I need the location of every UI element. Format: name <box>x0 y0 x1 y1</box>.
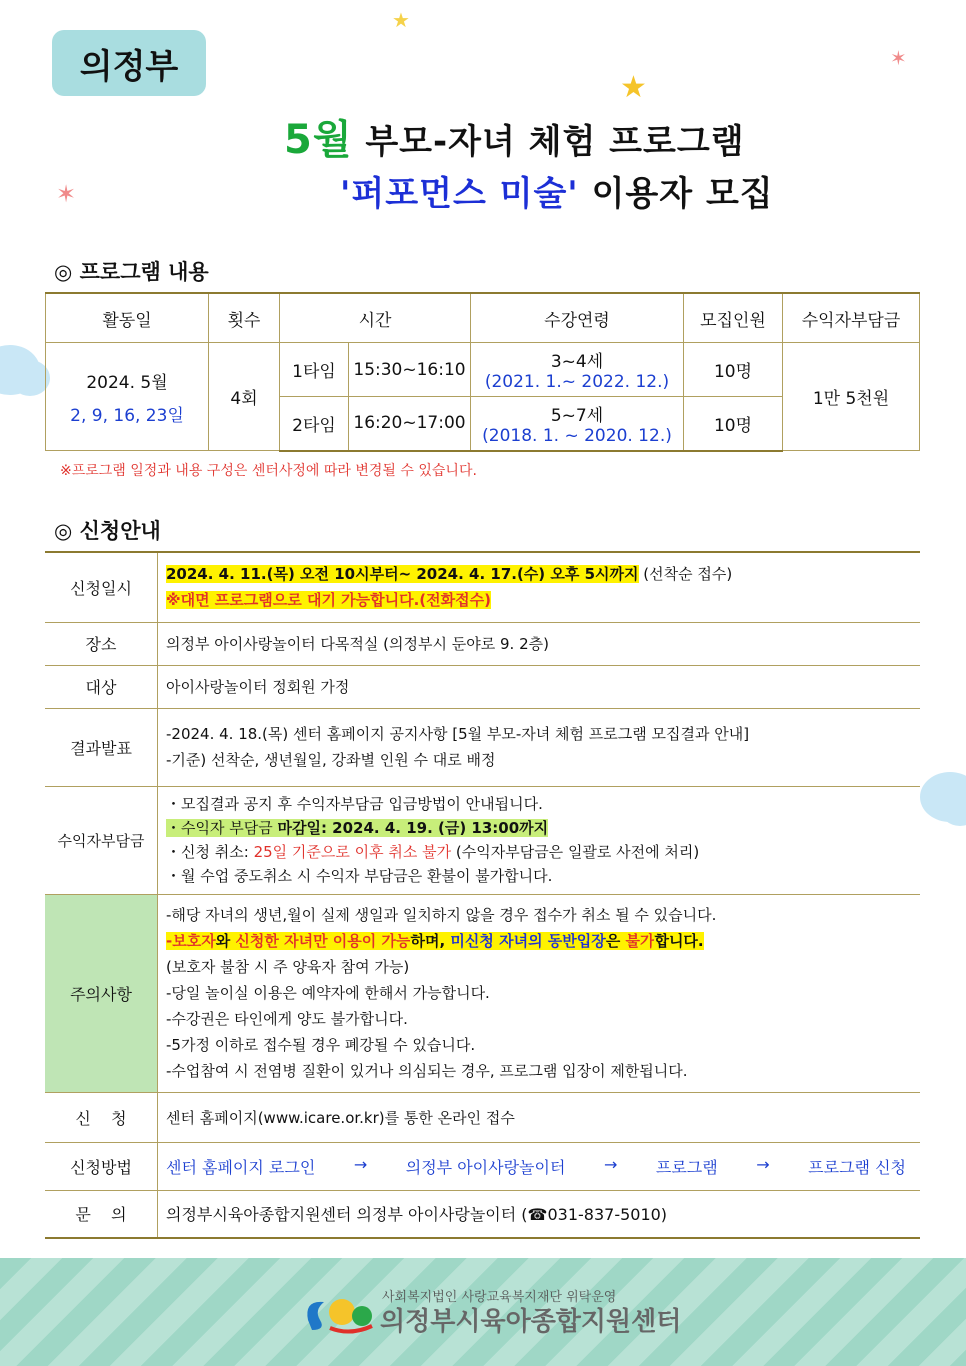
result-label: 결과발표 <box>45 708 158 786</box>
age-range: (2021. 1.~ 2022. 12.) <box>484 372 670 392</box>
age-label: 5~7세 <box>550 405 604 426</box>
footer-org-name: 의정부시육아종합지원센터 <box>380 1307 682 1337</box>
page-subtitle <box>340 166 774 215</box>
period-note: ※대면 프로그램으로 대기 가능합니다.(전화접수) <box>166 591 491 610</box>
col-count: 횟수 <box>209 293 280 343</box>
col-date: 활동일 <box>46 293 209 343</box>
contact-label: 문 의 <box>45 1190 158 1238</box>
method-label: 신청방법 <box>45 1142 158 1190</box>
fee-deadline: 마감일: 2024. 4. 19. (금) 13:00까지 <box>277 819 549 837</box>
target-label: 대상 <box>45 665 158 708</box>
age-label: 3~4세 <box>550 352 604 372</box>
table-row <box>45 552 920 622</box>
center-logo-icon <box>300 1290 378 1336</box>
caution-line: -수강권은 타인에게 양도 불가합니다. <box>166 1010 408 1028</box>
fee-label: 수익자부담금 <box>45 786 158 894</box>
star-icon: ✶ <box>56 180 77 208</box>
time-type: 2타임 <box>280 397 349 451</box>
fee-line: ・월 수업 중도취소 시 수익자 부담금은 환불이 불가합니다. <box>166 867 553 885</box>
table-row <box>45 1142 920 1190</box>
method-step-playground[interactable]: 의정부 아이사랑놀이터 <box>405 1157 566 1177</box>
apply-table <box>45 551 920 1239</box>
fee-cancel-prefix: ・신청 취소: <box>166 843 254 861</box>
result-line: -기준) 선착순, 생년월일, 강좌별 인원 수 대로 배정 <box>166 751 496 769</box>
caution-line: (보호자 불참 시 주 양육자 참여 가능) <box>166 958 410 976</box>
apply-section-heading: ◎ 신청안내 <box>54 519 161 543</box>
cloud-decoration <box>10 360 50 396</box>
date-days: 2, 9, 16, 23일 <box>70 405 184 426</box>
date-month: 2024. 5월 <box>86 372 168 393</box>
contact-value: 의정부시육아종합지원센터 의정부 아이사랑놀이터 (☎031-837-5010) <box>158 1190 921 1238</box>
caution-guardian: -보호자 <box>166 932 216 950</box>
col-time: 시간 <box>280 293 471 343</box>
title-line2: 이용자 모집 <box>591 174 774 214</box>
title-month: 5월 <box>284 117 353 163</box>
place-label: 장소 <box>45 622 158 665</box>
caution-line: -당일 놀이실 이용은 예약자에 한해서 가능합니다. <box>166 984 490 1002</box>
table-row <box>45 708 920 786</box>
period-suffix: (선착순 접수) <box>638 565 733 584</box>
age-cell <box>471 343 684 397</box>
region-badge: 의정부 <box>52 30 206 96</box>
period-label: 신청일시 <box>45 552 158 622</box>
result-cell <box>158 708 921 786</box>
apply-label: 신 청 <box>45 1092 158 1142</box>
table-header-row <box>46 293 920 343</box>
program-table <box>45 292 920 452</box>
method-step-apply[interactable]: 프로그램 신청 <box>808 1157 906 1177</box>
arrow-right-icon: → <box>603 1154 618 1174</box>
time-value: 16:20~17:00 <box>349 397 471 451</box>
footer-subtitle: 사회복지법인 사랑교육복지재단 위탁운영 <box>382 1290 617 1305</box>
apply-value: 센터 홈페이지(www.icare.or.kr)를 통한 온라인 접수 <box>158 1092 921 1142</box>
date-cell <box>46 343 209 451</box>
capacity-cell: 10명 <box>684 397 783 451</box>
caution-no-companion: 미신청 자녀의 동반입장 <box>450 932 606 950</box>
count-cell: 4회 <box>209 343 280 451</box>
caution-not-allowed: 불가 <box>625 932 655 950</box>
period-highlight: 2024. 4. 11.(목) 오전 10시부터~ 2024. 4. 17.(수) 오후 5시까지 <box>166 565 639 584</box>
target-value: 아이사랑놀이터 정회원 가정 <box>158 665 921 708</box>
col-fee: 수익자부담금 <box>783 293 920 343</box>
table-row <box>45 622 920 665</box>
place-value: 의정부 아이사랑놀이터 다목적실 (의정부시 둔야로 9. 2층) <box>158 622 921 665</box>
age-range: (2018. 1. ~ 2020. 12.) <box>482 425 672 446</box>
method-step-program[interactable]: 프로그램 <box>655 1157 718 1177</box>
fee-line: ・모집결과 공지 후 수익자부담금 입금방법이 안내됩니다. <box>166 795 543 813</box>
method-cell <box>158 1142 921 1190</box>
fee-cancel-suffix: (수익자부담금은 일괄로 사전에 처리) <box>451 843 700 861</box>
star-icon: ✶ <box>890 46 907 70</box>
schedule-note: ※프로그램 일정과 내용 구성은 센터사정에 따라 변경될 수 있습니다. <box>60 463 477 479</box>
result-line: -2024. 4. 18.(목) 센터 홈페이지 공지사항 [5월 부모-자녀 체험 프로그램 모집결과 안내] <box>166 725 750 743</box>
col-age: 수강연령 <box>471 293 684 343</box>
page-title <box>284 108 745 165</box>
time-type: 1타임 <box>280 343 349 397</box>
age-cell <box>471 397 684 451</box>
title-program: '퍼포먼스 미술' <box>340 174 579 214</box>
program-section-heading: ◎ 프로그램 내용 <box>54 260 209 284</box>
arrow-right-icon: → <box>756 1154 770 1174</box>
caution-text: 하며, <box>410 932 451 950</box>
arrow-right-icon: → <box>353 1154 368 1174</box>
caution-line: -5가정 이하로 접수될 경우 폐강될 수 있습니다. <box>166 1036 476 1054</box>
caution-line: -수업참여 시 전염병 질환이 있거나 의심되는 경우, 프로그램 입장이 제한됩니다. <box>166 1062 688 1080</box>
fee-detail-cell <box>158 786 921 894</box>
fee-line-prefix: ・수익자 부담금 <box>166 819 278 837</box>
title-line1: 부모-자녀 체험 프로그램 <box>365 122 745 162</box>
caution-label: 주의사항 <box>45 894 158 1092</box>
caution-cell <box>158 894 921 1092</box>
table-row <box>45 786 920 894</box>
method-step-login[interactable]: 센터 홈페이지 로그인 <box>166 1157 316 1177</box>
star-icon: ★ <box>392 8 410 32</box>
method-steps <box>166 1155 912 1178</box>
fee-cancel-rule: 25일 기준으로 이후 취소 불가 <box>253 843 452 861</box>
table-row <box>45 1190 920 1238</box>
caution-only-applied: 신청한 자녀만 이용이 가능 <box>235 932 411 950</box>
period-cell <box>158 552 921 622</box>
star-icon: ★ <box>620 70 647 105</box>
table-row <box>46 343 920 397</box>
time-value: 15:30~16:10 <box>349 343 471 397</box>
caution-text: 은 <box>605 932 626 950</box>
caution-line: -해당 자녀의 생년,월이 실제 생일과 일치하지 않을 경우 접수가 취소 될 수 있습니다. <box>166 906 717 924</box>
fee-cell: 1만 5천원 <box>783 343 920 451</box>
table-row <box>45 894 920 1092</box>
capacity-cell: 10명 <box>684 343 783 397</box>
table-row <box>45 1092 920 1142</box>
col-capacity: 모집인원 <box>684 293 783 343</box>
caution-text: 합니다. <box>654 932 704 950</box>
table-row <box>45 665 920 708</box>
caution-text: 와 <box>215 932 236 950</box>
